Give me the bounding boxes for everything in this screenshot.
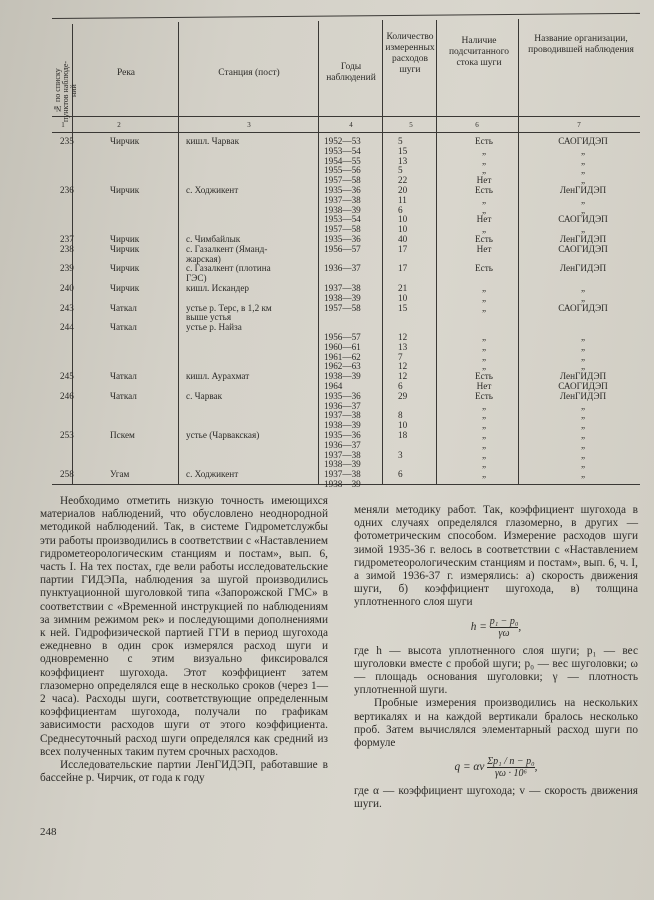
cell-years: 1935—36	[324, 234, 361, 244]
cell-count: 8	[398, 410, 403, 421]
right-text-column	[354, 504, 638, 812]
cell-stock: „	[481, 430, 487, 440]
table-row	[52, 381, 640, 391]
cell-org: ЛенГИДЭП	[559, 263, 607, 274]
cell-count: 11	[398, 194, 407, 205]
cell-years: 1962—63	[324, 361, 361, 372]
cell-stock: „	[481, 302, 487, 313]
cell-count: 15	[398, 302, 408, 313]
cell-stock: Нет	[476, 214, 492, 225]
cell-years: 1938—39	[324, 420, 361, 431]
cell-stock: „	[481, 204, 487, 215]
col-number-6: 6	[475, 121, 479, 129]
cell-river: Чирчик	[110, 243, 140, 254]
cell-count: 29	[398, 390, 408, 401]
cell-n: 240	[60, 283, 74, 293]
cell-years: 1953—54	[324, 214, 361, 225]
header-years: Годы наблюдений	[326, 62, 376, 83]
cell-count: 17	[398, 243, 408, 254]
cell-station: с. Чарвак	[186, 390, 223, 401]
cell-years: 1935—36	[324, 185, 361, 195]
cell-n: 246	[60, 390, 74, 401]
cell-org: „	[580, 175, 586, 186]
cell-years: 1937—38	[324, 194, 361, 205]
cell-count: 12	[398, 332, 408, 342]
cell-stock: Есть	[475, 371, 493, 382]
cell-stock: „	[481, 439, 487, 450]
cell-count: 21	[398, 283, 408, 293]
cell-years: 1937—38	[324, 283, 361, 293]
cell-org: ЛенГИДЭП	[559, 185, 607, 195]
table-row	[52, 136, 640, 146]
cell-station: ГЭС)	[186, 273, 207, 284]
cell-org: „	[580, 194, 586, 205]
cell-years: 1957—58	[324, 175, 361, 186]
cell-count: 40	[398, 234, 408, 244]
table-row	[52, 312, 640, 322]
cell-station: с. Ходжикент	[186, 185, 239, 195]
table-row	[52, 254, 640, 264]
table-row	[52, 303, 640, 313]
cell-count: 13	[398, 341, 408, 352]
header-stock: Наличие подсчитанного стока шуги	[448, 36, 510, 68]
left-text-column	[40, 495, 328, 785]
col-number-4: 4	[349, 121, 353, 129]
cell-stock: „	[481, 361, 487, 372]
table-row	[52, 342, 640, 352]
cell-stock: „	[481, 332, 487, 342]
cell-river: Чаткал	[110, 322, 137, 333]
cell-years: 1935—36	[324, 390, 361, 401]
table-row	[52, 293, 640, 303]
table-row	[52, 195, 640, 205]
cell-river: Чаткал	[110, 390, 137, 401]
cell-count: 6	[398, 381, 403, 391]
cell-count: 12	[398, 361, 408, 372]
cell-org: „	[580, 430, 586, 440]
cell-org: „	[580, 459, 586, 470]
col-number-3: 3	[247, 121, 251, 129]
cell-count: 5	[398, 136, 403, 146]
cell-river: Чаткал	[110, 302, 137, 313]
cell-years: 1938—39	[324, 292, 361, 303]
cell-years: 1953—54	[324, 145, 361, 156]
cell-n: 236	[60, 185, 74, 195]
cell-n: 245	[60, 371, 74, 382]
cell-years: 1937—38	[324, 449, 361, 460]
cell-count: 6	[398, 469, 403, 480]
cell-years: 1938—39	[324, 479, 361, 489]
cell-river: Угам	[110, 469, 130, 480]
cell-n: 253	[60, 430, 74, 440]
table-row	[52, 185, 640, 195]
cell-org: „	[580, 361, 586, 372]
cell-years: 1964	[324, 381, 343, 391]
cell-count: 10	[398, 292, 408, 303]
table-row	[52, 322, 640, 332]
cell-count: 20	[398, 185, 408, 195]
table-row	[52, 440, 640, 450]
paragraph: где α — коэффициент шугохода; v — скорость движения шуги.	[354, 785, 638, 811]
cell-count: 18	[398, 430, 408, 440]
cell-org: САОГИДЭП	[558, 243, 608, 254]
table-row	[52, 420, 640, 430]
cell-org: ЛенГИДЭП	[559, 371, 607, 382]
table-row	[52, 391, 640, 401]
cell-years: 1954—55	[324, 155, 361, 166]
page-number: 248	[40, 826, 57, 838]
col-number-7: 7	[577, 121, 581, 129]
cell-n: 238	[60, 243, 74, 254]
cell-years: 1957—58	[324, 224, 361, 235]
cell-river: Чирчик	[110, 283, 140, 293]
cell-station: с. Газалкент (Яманд-	[186, 243, 268, 254]
col-number-1: 1	[61, 121, 65, 129]
cell-org: „	[580, 351, 586, 362]
cell-stock: Нет	[476, 175, 492, 186]
cell-org: „	[580, 165, 586, 176]
cell-river: Чирчик	[110, 263, 140, 274]
cell-org: „	[580, 410, 586, 421]
paragraph: Необходимо отметить низкую точность имеющихся материалов наблюдений, что обусловлено неоднородной методикой наблюдений. Так, в системе Гидрометслужбы эти работы производились в соответствии с «Наставлением гидрометеорологическим станциям и постам», вып. 6, часть I. На тех постах, где вели работы исследовательские партии ГИДЭПа, наблюдения за шугой производились пунктуационной шуголовкой типа «Запорожской ГМС» в соответствии с «Временной инструкцией по наблюдениям за зимним режимом рек» и последующими дополнениями к ней. Гидрофизической партией ГГИ в период шугохода ежедневно в один срок измерялся расход шуги и одновременно с этим визуально фиксировался коэффициент шугохода. Этот коэффициент затем глазомерно определялся еще в несколько сроков (через 1—2 часа). Расходы шуги, соответствующие определенным коэффициентам шугохода, получали по графикам зависимости расходов шуги от этого коэффициента. Среднесуточный расход шуги определялся как средний из всех полученных таким путем срочных расходов.	[40, 495, 328, 758]
table-row	[52, 273, 640, 283]
table-row	[52, 165, 640, 175]
cell-count: 22	[398, 175, 408, 186]
table-row	[52, 283, 640, 293]
cell-stock: Есть	[475, 263, 493, 274]
cell-n: 235	[60, 136, 74, 146]
cell-n: 258	[60, 469, 74, 480]
header-station: Станция (пост)	[218, 68, 280, 78]
cell-station: кишл. Искандер	[186, 283, 250, 293]
cell-org: „	[580, 204, 586, 215]
table-row	[52, 410, 640, 420]
cell-stock: „	[481, 283, 487, 293]
table-top-rule	[52, 13, 640, 20]
cell-station: с. Газалкент (плотина	[186, 263, 271, 274]
cell-years: 1961—62	[324, 351, 361, 362]
header-river: Река	[116, 68, 136, 78]
cell-org: „	[580, 439, 586, 450]
table-row	[52, 430, 640, 440]
cell-stock: Есть	[475, 390, 493, 401]
cell-years: 1936—37	[324, 400, 361, 411]
cell-years: 1938—39	[324, 459, 361, 470]
table-row	[52, 224, 640, 234]
cell-years: 1938—39	[324, 204, 361, 215]
cell-org: САОГИДЭП	[558, 302, 608, 313]
cell-station: с. Чимбайлык	[186, 234, 241, 244]
cell-years: 1935—36	[324, 430, 361, 440]
cell-station: с. Ходжикент	[186, 469, 239, 480]
paragraph: где h — высота уплотненного слоя шуги; p₁ — вес шуголовки вместе с пробой шуги; p₀ — вес шуголовки; ω — площадь основания шуголовки; γ — плотность уплотненной шуги.	[354, 644, 638, 697]
cell-count: 17	[398, 263, 408, 274]
cell-n: 244	[60, 322, 74, 333]
cell-station: кишл. Аурахмат	[186, 371, 250, 382]
cell-station: устье р. Найза	[186, 322, 242, 333]
cell-org: „	[580, 469, 586, 480]
cell-stock: „	[481, 410, 487, 421]
cell-stock: „	[481, 194, 487, 205]
cell-stock: Есть	[475, 136, 493, 146]
cell-river: Пскем	[110, 430, 135, 440]
formula-q: q = αv $\frac{\text{Σp₁ / n − p₀}}{\text{γω · 10⁶}}$ ,	[454, 756, 538, 780]
cell-years: 1937—38	[324, 410, 361, 421]
cell-years: 1937—38	[324, 469, 361, 480]
cell-river: Чаткал	[110, 371, 137, 382]
cell-years: 1956—57	[324, 243, 361, 254]
table-row	[52, 450, 640, 460]
cell-years: 1955—56	[324, 165, 361, 176]
table-row	[52, 361, 640, 371]
cell-org: „	[580, 292, 586, 303]
table-row	[52, 401, 640, 411]
cell-stock: Есть	[475, 185, 493, 195]
cell-org: „	[580, 224, 586, 235]
paragraph: Исследовательские партии ЛенГИДЭП, работавшие в бассейне р. Чирчик, от года к году	[40, 759, 328, 785]
cell-count: 12	[398, 371, 408, 382]
cell-n: 237	[60, 234, 74, 244]
cell-stock: Есть	[475, 234, 493, 244]
cell-count: 10	[398, 214, 408, 225]
cell-org: „	[580, 420, 586, 431]
cell-station: кишл. Чарвак	[186, 136, 240, 146]
cell-years: 1960—61	[324, 341, 361, 352]
cell-stock: „	[481, 449, 487, 460]
table-row	[52, 263, 640, 273]
table-row	[52, 371, 640, 381]
cell-org: „	[580, 332, 586, 342]
table-row	[52, 146, 640, 156]
cell-station: выше устья	[186, 312, 232, 323]
table-row	[52, 352, 640, 362]
cell-years: 1936—37	[324, 439, 361, 450]
table-row	[52, 479, 640, 489]
cell-stock: „	[481, 420, 487, 431]
cell-years: 1956—57	[324, 332, 361, 342]
cell-org: САОГИДЭП	[558, 381, 608, 391]
cell-stock: Нет	[476, 381, 492, 391]
cell-stock: „	[481, 459, 487, 470]
col-number-5: 5	[409, 121, 413, 129]
cell-years: 1952—53	[324, 136, 361, 146]
cell-stock: „	[481, 400, 487, 411]
cell-n: 239	[60, 263, 74, 274]
cell-org: ЛенГИДЭП	[559, 234, 607, 244]
cell-count: 10	[398, 420, 408, 431]
header-number: № по списку пунктов наблюде-ний	[53, 60, 78, 122]
table-row	[52, 156, 640, 166]
cell-org: „	[580, 341, 586, 352]
formula-h: $h = \frac{\text{p₁ − p₀}}{\gamma\omega}$ ,	[470, 615, 522, 639]
header-bottom-rule	[52, 132, 640, 133]
cell-count: 13	[398, 155, 408, 166]
cell-stock: „	[481, 145, 487, 156]
cell-river: Чирчик	[110, 185, 140, 195]
cell-count: 7	[398, 351, 403, 362]
cell-years: 1957—58	[324, 302, 361, 313]
cell-org: „	[580, 283, 586, 293]
cell-count: 10	[398, 224, 408, 235]
paragraph: меняли методику работ. Так, коэффициент шугохода в одних случаях определялся глазомерно, в других — фотометрическим способом. Измерение расходов шуги зимой 1935-36 г. велось в соответствии с «Наставлением гидрометеорологическим станциям и постам», вып. 6, ч. I, а зимой 1936-37 г. измерялись: а) скорость движения шуги, б) коэффициент шугохода, в) толщина уплотненного слоя шуги	[354, 504, 638, 609]
header-count: Количество измеренных расходов шуги	[385, 32, 435, 75]
cell-station: жарская)	[186, 253, 221, 264]
cell-years: 1936—37	[324, 263, 361, 274]
cell-count: 15	[398, 145, 408, 156]
cell-stock: „	[481, 224, 487, 235]
cell-org: „	[580, 145, 586, 156]
cell-river: Чирчик	[110, 136, 140, 146]
cell-stock: „	[481, 155, 487, 166]
cell-org: ЛенГИДЭП	[559, 390, 607, 401]
cell-station: устье (Чарвакская)	[186, 430, 260, 440]
cell-count: 6	[398, 204, 403, 215]
cell-count: 3	[398, 449, 403, 460]
cell-river: Чирчик	[110, 234, 140, 244]
header-organization: Название организации, проводившей наблюдения	[528, 34, 634, 55]
table-row	[52, 175, 640, 185]
table-row	[52, 459, 640, 469]
table-row	[52, 214, 640, 224]
cell-stock: Нет	[476, 243, 492, 254]
table-row	[52, 234, 640, 244]
paragraph: Пробные измерения производились на нескольких вертикалях и на каждой вертикали бралось несколько проб. Затем вычислялся элементарный расход шуги по формуле	[354, 697, 638, 750]
header-rule	[52, 116, 640, 117]
cell-stock: „	[481, 341, 487, 352]
cell-station: устье р. Терс, в 1,2 км	[186, 302, 272, 313]
cell-stock: „	[481, 469, 487, 480]
table-row	[52, 469, 640, 479]
cell-stock: „	[481, 165, 487, 176]
cell-count: 5	[398, 165, 403, 176]
cell-org: „	[580, 449, 586, 460]
cell-org: САОГИДЭП	[558, 136, 608, 146]
cell-years: 1938—39	[324, 371, 361, 382]
table-row	[52, 205, 640, 215]
table-row	[52, 332, 640, 342]
cell-stock: „	[481, 351, 487, 362]
table-row	[52, 244, 640, 254]
cell-n: 243	[60, 302, 74, 313]
cell-org: САОГИДЭП	[558, 214, 608, 225]
cell-stock: „	[481, 292, 487, 303]
col-number-2: 2	[117, 121, 121, 129]
cell-org: „	[580, 400, 586, 411]
cell-org: „	[580, 155, 586, 166]
